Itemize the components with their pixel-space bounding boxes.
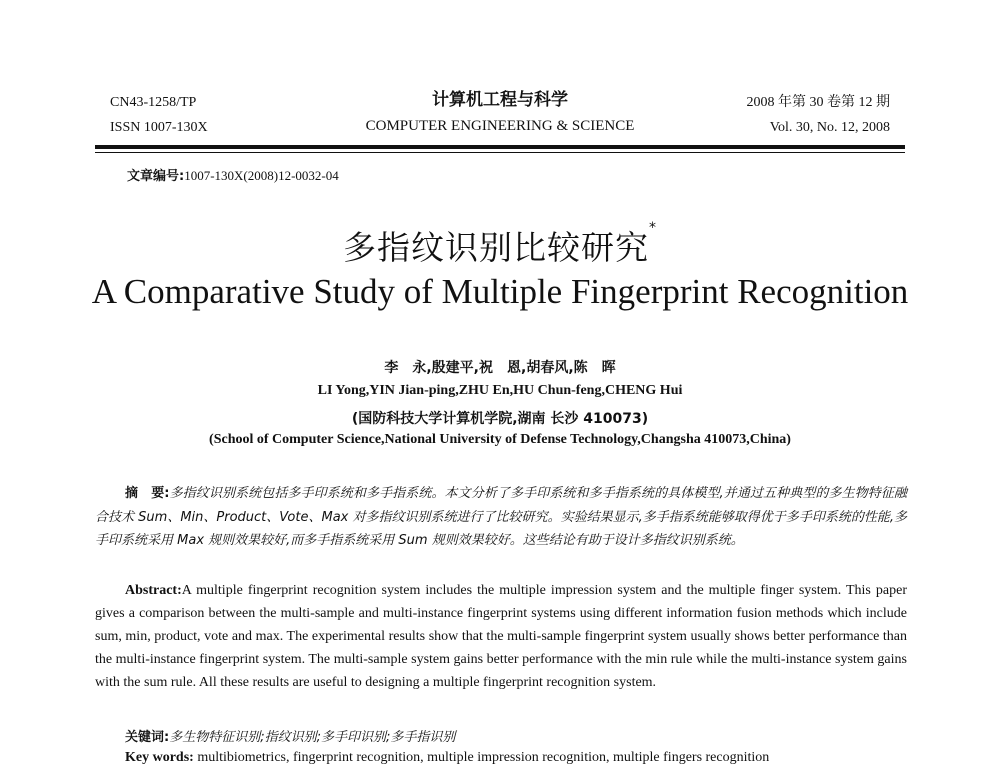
title-en: A Comparative Study of Multiple Fingerprint Recognition: [91, 272, 909, 311]
abstract-cn-text: 多指纹识别系统包括多手印系统和多手指系统。本文分析了多手印系统和多手指系统的具体模型,并通过五种典型的多生物特征融合技术 Sum、Min、Product、Vote、Max 对多指纹识别系统进行了比较研究。实验结果显示,多手指系统能够取得优于多手印系统的性能,多手印系统采用 Max 规则效果较好,而多手指系统采用 Sum 规则效果较好。这些结论有助于设计多指纹识别系统。: [95, 486, 907, 548]
journal-title-cn: 计算机工程与科学: [432, 90, 568, 110]
issn-code: ISSN 1007-130X: [110, 120, 208, 135]
journal-title: [300, 88, 700, 140]
keywords-cn: [125, 726, 455, 745]
affiliation-en: (School of Computer Science,National University of Defense Technology,Changsha 410073,China): [209, 432, 791, 447]
affiliation-cn: (国防科技大学计算机学院,湖南 长沙 410073): [351, 411, 649, 427]
cn-code: CN43-1258/TP: [110, 95, 197, 110]
article-number: [127, 165, 339, 184]
journal-title-en: COMPUTER ENGINEERING & SCIENCE: [365, 118, 635, 134]
header-rule-thick: [95, 145, 905, 149]
abstract-cn: [95, 482, 907, 553]
issue-info: [747, 90, 891, 140]
issue-info-cn: 2008 年第 30 卷第 12 期: [746, 95, 890, 110]
title-cn-text: 多指纹识别比较研究: [343, 228, 649, 267]
abstract-en: [95, 579, 907, 694]
abstract-cn-label: 摘 要:: [125, 486, 170, 501]
keywords-en-label: Key words:: [125, 750, 194, 765]
header-rule-thin: [95, 152, 905, 153]
authors-cn: 李 永,殷建平,祝 恩,胡春风,陈 晖: [384, 360, 616, 376]
keywords-en: [125, 750, 769, 766]
issue-info-en: Vol. 30, No. 12, 2008: [769, 120, 890, 135]
journal-codes: [110, 90, 208, 140]
article-number-label: 文章编号:: [127, 169, 185, 184]
authors-en: LI Yong,YIN Jian-ping,ZHU En,HU Chun-feng,CHENG Hui: [317, 383, 683, 398]
keywords-cn-label: 关键词:: [125, 730, 170, 745]
article-number-value: 1007-130X(2008)12-0032-04: [184, 168, 339, 183]
abstract-en-label: Abstract:: [125, 583, 182, 598]
keywords-cn-text: 多生物特征识别;指纹识别;多手印识别;多手指识别: [169, 730, 456, 745]
title-footnote-mark: *: [649, 220, 657, 236]
title-cn: [0, 222, 1000, 269]
keywords-en-text: multibiometrics, fingerprint recognition, multiple impression recognition, multiple fingers recognition: [197, 750, 770, 765]
abstract-en-text: A multiple fingerprint recognition system includes the multiple impression system and the multiple finger system. This paper gives a comparison between the multi-sample and multi-instance fingerprint systems using different information fusion methods which include sum, min, product, vote and max. The experimental results show that the multi-sample fingerprint system usually shows better performance than the multi-instance fingerprint system. The multi-sample system gains better performance with the min rule while the multi-instance system gains with the sum rule. All these results are useful to designing a multiple fingerprint recognition system.: [95, 583, 907, 690]
